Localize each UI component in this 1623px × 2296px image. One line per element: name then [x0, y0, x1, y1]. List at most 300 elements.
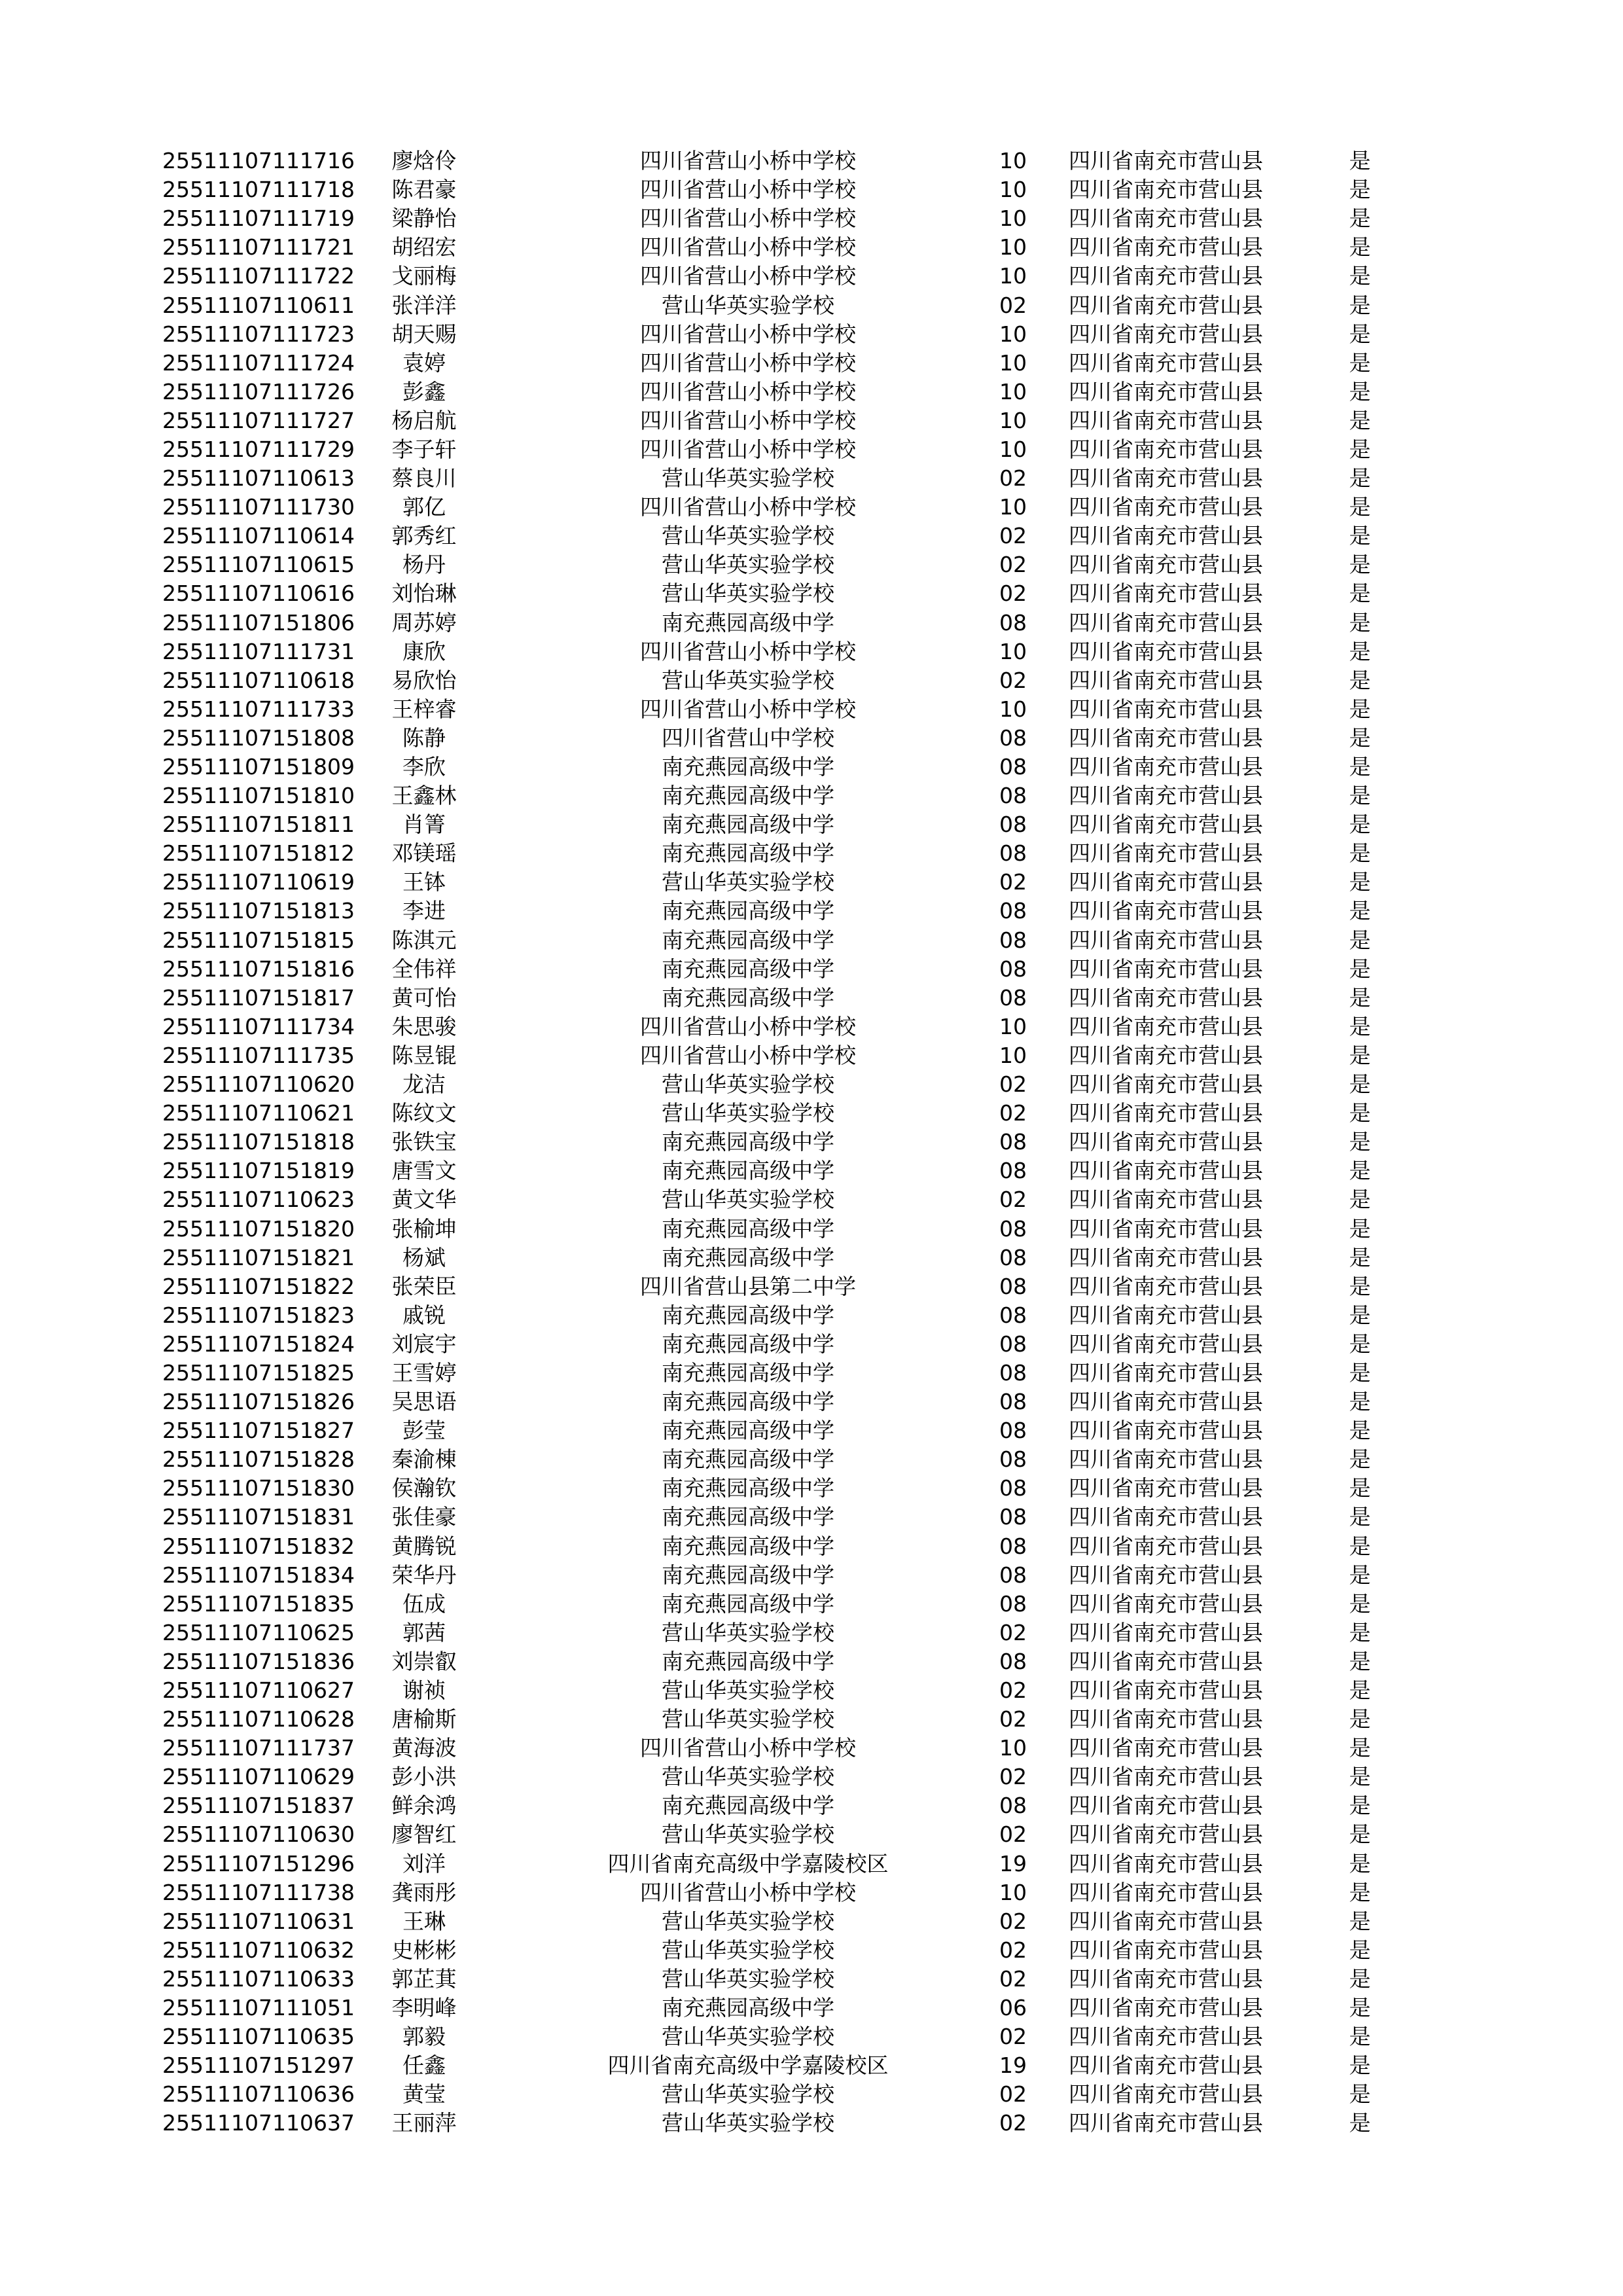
school-code-cell: 02: [999, 869, 1027, 895]
region-cell: 四川省南充市营山县: [1069, 1965, 1263, 1992]
region-cell: 四川省南充市营山县: [1069, 523, 1263, 549]
region-cell: 四川省南充市营山县: [1069, 2110, 1263, 2136]
table-row: [162, 1619, 1425, 1647]
exam-id-cell: 25511107151815: [162, 927, 355, 953]
region-cell: 四川省南充市营山县: [1069, 292, 1263, 318]
school-code-cell: 02: [999, 1764, 1027, 1790]
student-name-cell: 陈昱锟: [391, 1042, 457, 1068]
exam-id-cell: 25511107110633: [162, 1965, 355, 1992]
table-row: [162, 1416, 1425, 1445]
school-name-cell: 营山华英实验学校: [662, 523, 834, 549]
flag-cell: 是: [1349, 1965, 1371, 1992]
school-code-cell: 08: [999, 1793, 1027, 1819]
school-code-cell: 08: [999, 1331, 1027, 1357]
exam-id-cell: 25511107111726: [162, 378, 355, 404]
school-code-cell: 10: [999, 321, 1027, 347]
school-name-cell: 南充燕园高级中学: [662, 1359, 834, 1386]
school-name-cell: 南充燕园高级中学: [662, 898, 834, 924]
exam-id-cell: 25511107151296: [162, 1850, 355, 1876]
school-name-cell: 四川省营山小桥中学校: [640, 321, 856, 347]
flag-cell: 是: [1349, 2110, 1371, 2136]
region-cell: 四川省南充市营山县: [1069, 234, 1263, 260]
student-name-cell: 龙洁: [402, 1071, 446, 1098]
school-code-cell: 08: [999, 956, 1027, 982]
school-name-cell: 营山华英实验学校: [662, 1764, 834, 1790]
exam-id-cell: 25511107151834: [162, 1562, 355, 1588]
table-row: [162, 175, 1425, 204]
flag-cell: 是: [1349, 263, 1371, 289]
flag-cell: 是: [1349, 1042, 1371, 1068]
flag-cell: 是: [1349, 1850, 1371, 1876]
exam-id-cell: 25511107111733: [162, 696, 355, 722]
school-name-cell: 四川省营山小桥中学校: [640, 1042, 856, 1068]
region-cell: 四川省南充市营山县: [1069, 436, 1263, 462]
school-name-cell: 营山华英实验学校: [662, 581, 834, 607]
table-row: [162, 1965, 1425, 1994]
school-name-cell: 营山华英实验学校: [662, 667, 834, 693]
student-name-cell: 王丽萍: [391, 2110, 457, 2136]
table-row: [162, 233, 1425, 262]
school-code-cell: 08: [999, 1273, 1027, 1299]
exam-id-cell: 25511107110630: [162, 1821, 355, 1848]
student-name-cell: 秦渝棟: [391, 1446, 457, 1473]
student-name-cell: 李明峰: [391, 1995, 457, 2021]
school-name-cell: 南充燕园高级中学: [662, 1244, 834, 1270]
school-name-cell: 南充燕园高级中学: [662, 783, 834, 809]
region-cell: 四川省南充市营山县: [1069, 2081, 1263, 2108]
table-row: [162, 810, 1425, 839]
school-code-cell: 10: [999, 1013, 1027, 1039]
school-name-cell: 南充燕园高级中学: [662, 1995, 834, 2021]
exam-id-cell: 25511107111731: [162, 638, 355, 664]
table-row: [162, 550, 1425, 579]
exam-id-cell: 25511107110621: [162, 1100, 355, 1126]
student-name-cell: 陈淇元: [391, 927, 457, 953]
exam-id-cell: 25511107151824: [162, 1331, 355, 1357]
exam-id-cell: 25511107151836: [162, 1648, 355, 1674]
student-name-cell: 王钵: [402, 869, 446, 895]
table-row: [162, 637, 1425, 666]
region-cell: 四川省南充市营山县: [1069, 407, 1263, 433]
exam-id-cell: 25511107151820: [162, 1215, 355, 1242]
school-code-cell: 08: [999, 1475, 1027, 1501]
exam-id-cell: 25511107151813: [162, 898, 355, 924]
school-name-cell: 南充燕园高级中学: [662, 927, 834, 953]
table-row: [162, 1445, 1425, 1474]
table-row: [162, 839, 1425, 868]
school-code-cell: 08: [999, 812, 1027, 838]
flag-cell: 是: [1349, 1619, 1371, 1645]
table-row: [162, 1128, 1425, 1157]
flag-cell: 是: [1349, 1793, 1371, 1819]
region-cell: 四川省南充市营山县: [1069, 263, 1263, 289]
school-code-cell: 02: [999, 523, 1027, 549]
exam-id-cell: 25511107111718: [162, 177, 355, 203]
school-code-cell: 08: [999, 1359, 1027, 1386]
region-cell: 四川省南充市营山县: [1069, 1418, 1263, 1444]
school-code-cell: 08: [999, 1129, 1027, 1155]
table-row: [162, 1185, 1425, 1214]
school-code-cell: 02: [999, 1937, 1027, 1963]
table-row: [162, 1157, 1425, 1185]
school-code-cell: 08: [999, 1504, 1027, 1530]
school-name-cell: 营山华英实验学校: [662, 2081, 834, 2108]
flag-cell: 是: [1349, 984, 1371, 1011]
exam-id-cell: 25511107110627: [162, 1677, 355, 1704]
flag-cell: 是: [1349, 869, 1371, 895]
flag-cell: 是: [1349, 783, 1371, 809]
student-name-cell: 刘宸宇: [391, 1331, 457, 1357]
region-cell: 四川省南充市营山县: [1069, 1908, 1263, 1934]
table-row: [162, 1532, 1425, 1561]
school-code-cell: 08: [999, 984, 1027, 1011]
exam-id-cell: 25511107151825: [162, 1359, 355, 1386]
school-name-cell: 四川省南充高级中学嘉陵校区: [607, 2053, 889, 2079]
school-code-cell: 08: [999, 1302, 1027, 1328]
exam-id-cell: 25511107151830: [162, 1475, 355, 1501]
table-row: [162, 204, 1425, 233]
exam-id-cell: 25511107151810: [162, 783, 355, 809]
school-name-cell: 南充燕园高级中学: [662, 1389, 834, 1415]
table-row: [162, 579, 1425, 608]
region-cell: 四川省南充市营山县: [1069, 350, 1263, 376]
school-code-cell: 08: [999, 754, 1027, 780]
school-name-cell: 南充燕园高级中学: [662, 956, 834, 982]
table-row: [162, 2080, 1425, 2109]
exam-id-cell: 25511107110613: [162, 465, 355, 492]
school-code-cell: 08: [999, 927, 1027, 953]
flag-cell: 是: [1349, 1446, 1371, 1473]
school-code-cell: 08: [999, 1446, 1027, 1473]
flag-cell: 是: [1349, 407, 1371, 433]
school-name-cell: 南充燕园高级中学: [662, 1302, 834, 1328]
flag-cell: 是: [1349, 840, 1371, 867]
exam-id-cell: 25511107110637: [162, 2110, 355, 2136]
exam-id-cell: 25511107151835: [162, 1590, 355, 1617]
region-cell: 四川省南充市营山县: [1069, 1619, 1263, 1645]
table-row: [162, 1647, 1425, 1676]
region-cell: 四川省南充市营山县: [1069, 2024, 1263, 2050]
flag-cell: 是: [1349, 1215, 1371, 1242]
school-code-cell: 02: [999, 1187, 1027, 1213]
school-name-cell: 南充燕园高级中学: [662, 812, 834, 838]
region-cell: 四川省南充市营山县: [1069, 1273, 1263, 1299]
student-name-cell: 戚锐: [402, 1302, 446, 1328]
student-name-cell: 陈纹文: [391, 1100, 457, 1126]
flag-cell: 是: [1349, 754, 1371, 780]
table-row: [162, 666, 1425, 695]
school-name-cell: 四川省营山县第二中学: [640, 1273, 856, 1299]
student-name-cell: 彭鑫: [402, 378, 446, 404]
region-cell: 四川省南充市营山县: [1069, 552, 1263, 578]
school-code-cell: 08: [999, 1215, 1027, 1242]
exam-id-cell: 25511107110625: [162, 1619, 355, 1645]
region-cell: 四川省南充市营山县: [1069, 1475, 1263, 1501]
student-name-cell: 李进: [402, 898, 446, 924]
table-row: [162, 378, 1425, 406]
region-cell: 四川省南充市营山县: [1069, 1562, 1263, 1588]
school-code-cell: 02: [999, 667, 1027, 693]
region-cell: 四川省南充市营山县: [1069, 1706, 1263, 1732]
school-name-cell: 南充燕园高级中学: [662, 1562, 834, 1588]
table-row: [162, 320, 1425, 349]
school-code-cell: 10: [999, 206, 1027, 232]
exam-id-cell: 25511107151827: [162, 1418, 355, 1444]
exam-id-cell: 25511107110632: [162, 1937, 355, 1963]
school-name-cell: 四川省营山小桥中学校: [640, 696, 856, 722]
student-name-cell: 陈君豪: [391, 177, 457, 203]
school-code-cell: 10: [999, 638, 1027, 664]
student-name-cell: 龚雨彤: [391, 1879, 457, 1905]
table-row: [162, 1590, 1425, 1619]
region-cell: 四川省南充市营山县: [1069, 581, 1263, 607]
region-cell: 四川省南充市营山县: [1069, 1158, 1263, 1184]
table-row: [162, 1503, 1425, 1532]
flag-cell: 是: [1349, 1187, 1371, 1213]
flag-cell: 是: [1349, 898, 1371, 924]
region-cell: 四川省南充市营山县: [1069, 1129, 1263, 1155]
student-roster-table: [162, 147, 1425, 2138]
school-code-cell: 02: [999, 1908, 1027, 1934]
exam-id-cell: 25511107151809: [162, 754, 355, 780]
flag-cell: 是: [1349, 1937, 1371, 1963]
table-row: [162, 753, 1425, 781]
flag-cell: 是: [1349, 1706, 1371, 1732]
exam-id-cell: 25511107111735: [162, 1042, 355, 1068]
student-name-cell: 周苏婷: [391, 609, 457, 636]
flag-cell: 是: [1349, 1302, 1371, 1328]
region-cell: 四川省南充市营山县: [1069, 378, 1263, 404]
student-name-cell: 易欣怡: [391, 667, 457, 693]
exam-id-cell: 25511107111734: [162, 1013, 355, 1039]
school-code-cell: 10: [999, 350, 1027, 376]
school-code-cell: 10: [999, 148, 1027, 174]
student-name-cell: 王雪婷: [391, 1359, 457, 1386]
exam-id-cell: 25511107111716: [162, 148, 355, 174]
table-row: [162, 262, 1425, 291]
region-cell: 四川省南充市营山县: [1069, 1042, 1263, 1068]
exam-id-cell: 25511107151831: [162, 1504, 355, 1530]
flag-cell: 是: [1349, 1418, 1371, 1444]
school-name-cell: 营山华英实验学校: [662, 1100, 834, 1126]
table-row: [162, 609, 1425, 637]
school-code-cell: 10: [999, 494, 1027, 520]
table-row: [162, 1359, 1425, 1388]
student-name-cell: 侯瀚钦: [391, 1475, 457, 1501]
student-name-cell: 陈静: [402, 725, 446, 751]
school-name-cell: 四川省营山中学校: [662, 725, 834, 751]
table-row: [162, 1994, 1425, 2022]
flag-cell: 是: [1349, 1331, 1371, 1357]
region-cell: 四川省南充市营山县: [1069, 206, 1263, 232]
table-row: [162, 1705, 1425, 1734]
region-cell: 四川省南充市营山县: [1069, 1359, 1263, 1386]
exam-id-cell: 25511107151837: [162, 1793, 355, 1819]
exam-id-cell: 25511107111730: [162, 494, 355, 520]
flag-cell: 是: [1349, 812, 1371, 838]
school-code-cell: 02: [999, 2081, 1027, 2108]
school-name-cell: 四川省营山小桥中学校: [640, 407, 856, 433]
region-cell: 四川省南充市营山县: [1069, 1995, 1263, 2021]
exam-id-cell: 25511107110615: [162, 552, 355, 578]
school-name-cell: 四川省营山小桥中学校: [640, 234, 856, 260]
exam-id-cell: 25511107111721: [162, 234, 355, 260]
school-name-cell: 南充燕园高级中学: [662, 1648, 834, 1674]
student-name-cell: 李欣: [402, 754, 446, 780]
student-name-cell: 康欣: [402, 638, 446, 664]
school-code-cell: 02: [999, 1706, 1027, 1732]
table-row: [162, 406, 1425, 435]
student-name-cell: 郭毅: [402, 2024, 446, 2050]
table-row: [162, 1936, 1425, 1965]
region-cell: 四川省南充市营山县: [1069, 321, 1263, 347]
table-row: [162, 926, 1425, 955]
flag-cell: 是: [1349, 292, 1371, 318]
flag-cell: 是: [1349, 234, 1371, 260]
region-cell: 四川省南充市营山县: [1069, 840, 1263, 867]
flag-cell: 是: [1349, 667, 1371, 693]
student-name-cell: 刘怡琳: [391, 581, 457, 607]
school-name-cell: 营山华英实验学校: [662, 552, 834, 578]
school-code-cell: 08: [999, 1562, 1027, 1588]
table-row: [162, 1561, 1425, 1590]
table-row: [162, 291, 1425, 319]
region-cell: 四川省南充市营山县: [1069, 1071, 1263, 1098]
school-name-cell: 四川省营山小桥中学校: [640, 148, 856, 174]
flag-cell: 是: [1349, 1389, 1371, 1415]
student-name-cell: 张铁宝: [391, 1129, 457, 1155]
school-name-cell: 南充燕园高级中学: [662, 1475, 834, 1501]
student-name-cell: 廖智红: [391, 1821, 457, 1848]
student-name-cell: 任鑫: [402, 2053, 446, 2079]
school-name-cell: 四川省营山小桥中学校: [640, 494, 856, 520]
exam-id-cell: 25511107110611: [162, 292, 355, 318]
school-name-cell: 营山华英实验学校: [662, 2110, 834, 2136]
flag-cell: 是: [1349, 2024, 1371, 2050]
school-code-cell: 10: [999, 407, 1027, 433]
table-row: [162, 1474, 1425, 1503]
table-row: [162, 955, 1425, 984]
school-name-cell: 四川省营山小桥中学校: [640, 1735, 856, 1761]
student-name-cell: 邓镁瑶: [391, 840, 457, 867]
exam-id-cell: 25511107151819: [162, 1158, 355, 1184]
student-name-cell: 彭莹: [402, 1418, 446, 1444]
student-name-cell: 杨斌: [402, 1244, 446, 1270]
table-row: [162, 2109, 1425, 2138]
school-code-cell: 10: [999, 1735, 1027, 1761]
region-cell: 四川省南充市营山县: [1069, 783, 1263, 809]
flag-cell: 是: [1349, 725, 1371, 751]
flag-cell: 是: [1349, 1764, 1371, 1790]
student-name-cell: 彭小洪: [391, 1764, 457, 1790]
student-name-cell: 吴思语: [391, 1389, 457, 1415]
school-code-cell: 02: [999, 1071, 1027, 1098]
student-name-cell: 张佳豪: [391, 1504, 457, 1530]
school-name-cell: 四川省营山小桥中学校: [640, 177, 856, 203]
flag-cell: 是: [1349, 1533, 1371, 1559]
region-cell: 四川省南充市营山县: [1069, 1764, 1263, 1790]
table-row: [162, 1214, 1425, 1243]
school-code-cell: 08: [999, 1418, 1027, 1444]
school-name-cell: 南充燕园高级中学: [662, 1158, 834, 1184]
student-name-cell: 王梓睿: [391, 696, 457, 722]
region-cell: 四川省南充市营山县: [1069, 1013, 1263, 1039]
school-name-cell: 南充燕园高级中学: [662, 1331, 834, 1357]
student-name-cell: 蔡良川: [391, 465, 457, 492]
flag-cell: 是: [1349, 696, 1371, 722]
school-name-cell: 营山华英实验学校: [662, 1937, 834, 1963]
school-code-cell: 10: [999, 263, 1027, 289]
student-name-cell: 唐雪文: [391, 1158, 457, 1184]
exam-id-cell: 25511107110635: [162, 2024, 355, 2050]
exam-id-cell: 25511107151823: [162, 1302, 355, 1328]
flag-cell: 是: [1349, 638, 1371, 664]
school-name-cell: 营山华英实验学校: [662, 1965, 834, 1992]
flag-cell: 是: [1349, 523, 1371, 549]
school-code-cell: 08: [999, 1533, 1027, 1559]
flag-cell: 是: [1349, 1158, 1371, 1184]
region-cell: 四川省南充市营山县: [1069, 1821, 1263, 1848]
region-cell: 四川省南充市营山县: [1069, 898, 1263, 924]
table-row: [162, 724, 1425, 753]
flag-cell: 是: [1349, 350, 1371, 376]
region-cell: 四川省南充市营山县: [1069, 696, 1263, 722]
school-name-cell: 南充燕园高级中学: [662, 609, 834, 636]
exam-id-cell: 25511107110616: [162, 581, 355, 607]
flag-cell: 是: [1349, 1677, 1371, 1704]
exam-id-cell: 25511107111737: [162, 1735, 355, 1761]
table-row: [162, 1013, 1425, 1041]
region-cell: 四川省南充市营山县: [1069, 1100, 1263, 1126]
flag-cell: 是: [1349, 1273, 1371, 1299]
region-cell: 四川省南充市营山县: [1069, 1533, 1263, 1559]
table-row: [162, 1676, 1425, 1705]
school-code-cell: 02: [999, 1619, 1027, 1645]
school-code-cell: 08: [999, 1590, 1027, 1617]
school-name-cell: 四川省营山小桥中学校: [640, 350, 856, 376]
student-name-cell: 张荣臣: [391, 1273, 457, 1299]
exam-id-cell: 25511107151822: [162, 1273, 355, 1299]
school-code-cell: 10: [999, 177, 1027, 203]
region-cell: 四川省南充市营山县: [1069, 609, 1263, 636]
school-code-cell: 10: [999, 1879, 1027, 1905]
school-code-cell: 08: [999, 898, 1027, 924]
table-row: [162, 1272, 1425, 1301]
school-code-cell: 08: [999, 609, 1027, 636]
flag-cell: 是: [1349, 1071, 1371, 1098]
school-name-cell: 营山华英实验学校: [662, 1821, 834, 1848]
school-name-cell: 四川省营山小桥中学校: [640, 1013, 856, 1039]
school-name-cell: 营山华英实验学校: [662, 292, 834, 318]
table-row: [162, 781, 1425, 810]
student-name-cell: 郭亿: [402, 494, 446, 520]
table-row: [162, 464, 1425, 493]
flag-cell: 是: [1349, 2081, 1371, 2108]
exam-id-cell: 25511107110614: [162, 523, 355, 549]
school-name-cell: 营山华英实验学校: [662, 1619, 834, 1645]
region-cell: 四川省南充市营山县: [1069, 812, 1263, 838]
flag-cell: 是: [1349, 1359, 1371, 1386]
student-name-cell: 杨丹: [402, 552, 446, 578]
region-cell: 四川省南充市营山县: [1069, 494, 1263, 520]
school-code-cell: 02: [999, 292, 1027, 318]
flag-cell: 是: [1349, 321, 1371, 347]
school-code-cell: 10: [999, 1042, 1027, 1068]
exam-id-cell: 25511107110623: [162, 1187, 355, 1213]
region-cell: 四川省南充市营山县: [1069, 1187, 1263, 1213]
flag-cell: 是: [1349, 1995, 1371, 2021]
student-name-cell: 郭茜: [402, 1619, 446, 1645]
